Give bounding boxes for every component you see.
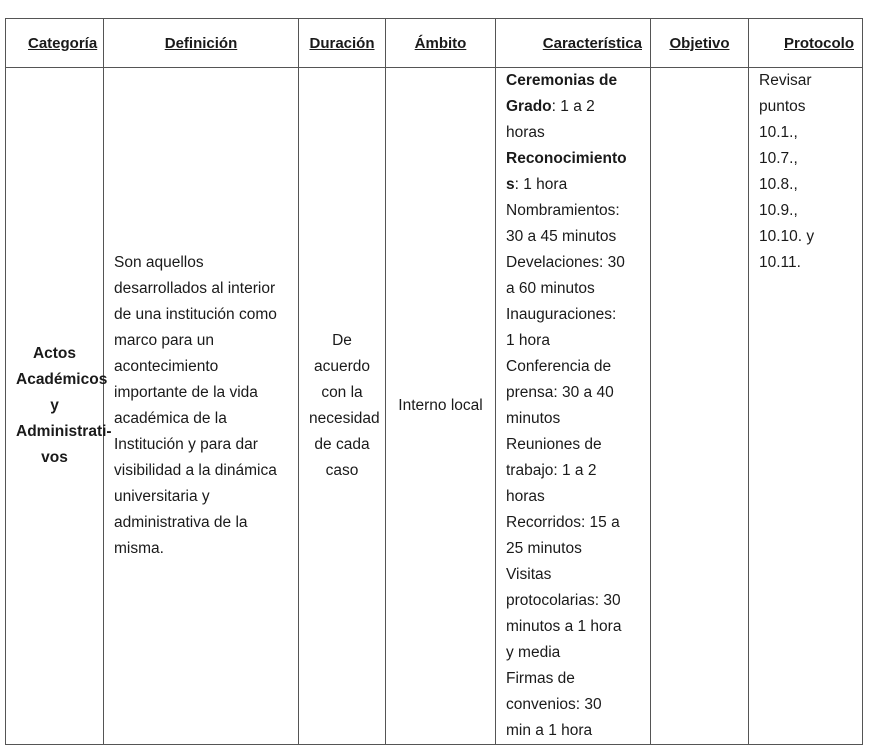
header-definicion: Definición [104,19,299,68]
definicion-line: Institución y para dar [114,436,258,453]
protocolo-line: 10.8., [759,176,798,193]
caracteristica-line: horas [506,124,545,141]
protocol-table [5,18,863,745]
caracteristica-line: Ceremonias de [506,72,618,89]
duracion-line: caso [325,462,359,479]
caracteristica-line: Inauguraciones: [506,306,617,323]
definicion-line: misma. [114,540,164,557]
protocolo-line: 10.7., [759,150,798,167]
caracteristica-line: Nombramientos: [506,202,620,219]
definicion-line: desarrollados al interior [114,280,276,297]
cell-objetivo [651,68,749,745]
caracteristica-line: 30 a 45 minutos [506,228,617,245]
cell-ambito [386,68,496,745]
caracteristica-line: horas [506,488,545,505]
definicion-line: acontecimiento [114,358,219,375]
caracteristica-line: Recorridos: 15 a [506,514,620,531]
header-categoria: Categoría [6,19,104,68]
duracion-line: acuerdo [313,358,370,375]
caracteristica-line: protocolarias: 30 [506,592,621,609]
header-row [6,19,863,68]
header-protocolo: Protocolo [749,19,863,68]
categoria-line: Actos [32,345,77,362]
caracteristica-line: Grado: 1 a 2 [506,98,595,115]
cell-protocolo [749,68,863,745]
categoria-line: Administrati- [16,423,112,440]
protocolo-line: 10.1., [759,124,798,141]
caracteristica-line: prensa: 30 a 40 [506,384,614,401]
protocolo-line: 10.9., [759,202,798,219]
cell-caracteristica [496,68,651,745]
table-row [6,68,863,745]
header-ambito: Ámbito [386,19,496,68]
duracion-line: con la [321,384,363,401]
cell-definicion [104,68,299,745]
definicion-line: visibilidad a la dinámica [114,462,277,479]
definicion-line: Son aquellos [114,254,204,271]
protocolo-line: 10.11. [759,254,801,271]
caracteristica-line: Conferencia de [506,358,612,375]
caracteristica-line: s: 1 hora [506,176,568,193]
protocolo-line: Revisar [759,72,812,89]
caracteristica-line: minutos [506,410,561,427]
caracteristica-line: Reconocimiento [506,150,627,167]
caracteristica-line: Firmas de [506,670,575,687]
caracteristica-line: Develaciones: 30 [506,254,625,271]
definicion-line: de una institución como [114,306,277,323]
caracteristica-line: a 60 minutos [506,280,595,297]
duracion-line: necesidad [309,410,380,427]
categoria-line: y [50,397,59,414]
definicion-line: académica de la [114,410,227,427]
caracteristica-line: min a 1 hora [506,722,593,739]
definicion-line: administrativa de la [114,514,248,531]
caracteristica-line: y media [506,644,561,661]
caracteristica-line: Reuniones de [506,436,602,453]
protocolo-line: 10.10. y [759,228,815,245]
header-objetivo: Objetivo [651,19,749,68]
caracteristica-line: minutos a 1 hora [506,618,622,635]
header-duracion: Duración [299,19,386,68]
definicion-line: importante de la vida [114,384,258,401]
duracion-line: De [332,332,352,349]
duracion-line: de cada [314,436,370,453]
categoria-line: Académicos [16,371,108,388]
cell-categoria [6,68,112,745]
header-caracteristica: Característica [496,19,651,68]
definicion-line: marco para un [114,332,214,349]
caracteristica-line: 1 hora [506,332,550,349]
categoria-line: vos [41,449,68,466]
cell-duracion [299,68,386,745]
definicion-line: universitaria y [114,488,210,505]
caracteristica-line: Visitas [506,566,552,583]
caracteristica-line: trabajo: 1 a 2 [506,462,597,479]
protocolo-line: puntos [759,98,806,115]
caracteristica-line: convenios: 30 [506,696,602,713]
caracteristica-line: 25 minutos [506,540,582,557]
ambito-text: Interno local [398,397,483,414]
